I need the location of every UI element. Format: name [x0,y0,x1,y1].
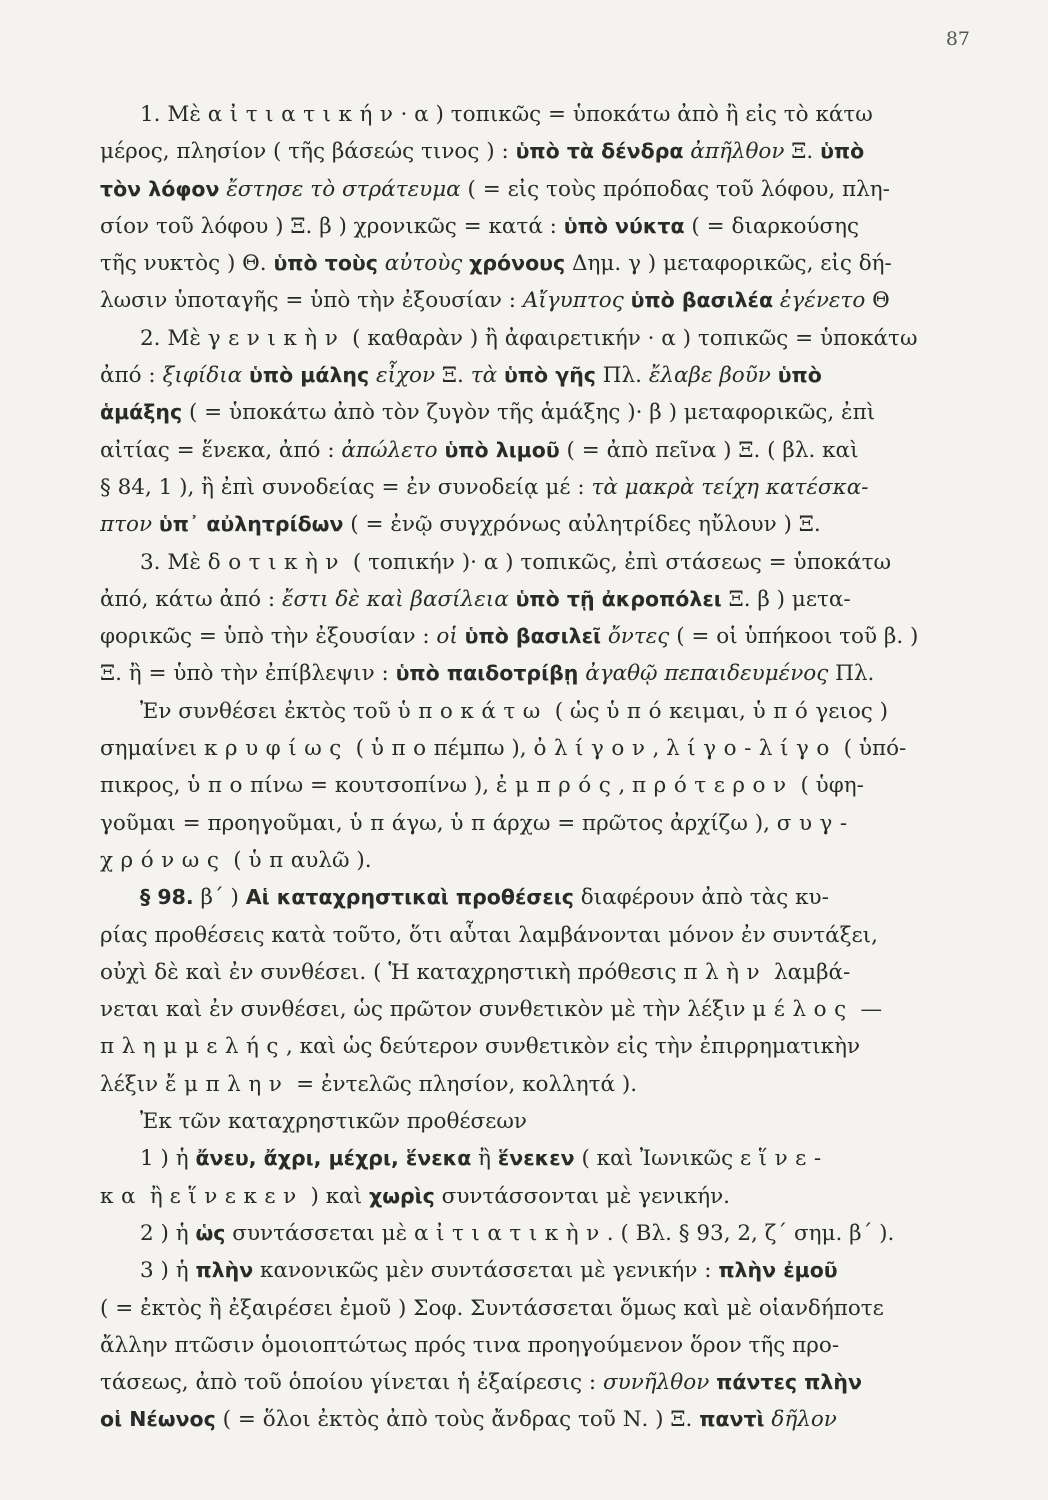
text-line: ἁμάξης ( = ὑποκάτω ἀπὸ τὸν ζυγὸν τῆς ἁμάξης )· β ) μεταφορικῶς, ἐπὶ [100,400,876,426]
text-line: ἀπό, κάτω ἀπό : ἔστι δὲ καὶ βασίλεια ὑπὸ τῇ ἀκροπόλει Ξ. β ) μετα- [100,586,851,612]
text-line: ρίας προθέσεις κατὰ τοῦτο, ὅτι αὗται λαμβάνονται μόνον ἐν συντάξει, [100,922,878,948]
text-line: σίον τοῦ λόφου ) Ξ. β ) χρονικῶς = κατά : ὑπὸ νύκτα ( = διαρκούσης [100,213,860,239]
text-line: κα ἢ εἵνεκεν ) καὶ χωρὶς συντάσσονται μὲ γενικήν. [100,1183,730,1209]
text-line: οἱ Νέωνος ( = ὅλοι ἐκτὸς ἀπὸ τοὺς ἄνδρας τοῦ Ν. ) Ξ. παντὶ δῆλον [100,1407,837,1433]
page-number: 87 [945,28,970,50]
text-line: πλημμελής, καὶ ὡς δεύτερον συνθετικὸν εἰς τὴν ἐπιρρηματικὴν [100,1034,861,1060]
text-line: 3 ) ἡ πλὴν κανονικῶς μὲν συντάσσεται μὲ γενικήν : πλὴν ἐμοῦ [140,1258,838,1284]
text-line: Ξ. ἢ = ὑπὸ τὴν ἐπίβλεψιν : ὑπὸ παιδοτρίβῃ ἀγαθῷ πεπαιδευμένος Πλ. [100,661,875,687]
text-line: 2 ) ἡ ὡς συντάσσεται μὲ αἰτιατικὴν. ( Βλ. § 93, 2, ζ΄ σημ. β΄ ). [140,1220,895,1246]
text-line: λωσιν ὑποταγῆς = ὑπὸ τὴν ἐξουσίαν : Αἴγυπτος ὑπὸ βασιλέα ἐγένετο Θ [100,288,890,314]
text-line: νεται καὶ ἐν συνθέσει, ὡς πρῶτον συνθετικὸν μὲ τὴν λέξιν μέλος — [100,997,882,1023]
text-line: ἀπό : ξιφίδια ὑπὸ μάλης εἶχον Ξ. τὰ ὑπὸ γῆς Πλ. ἔλαβε βοῦν ὑπὸ [100,363,822,389]
text-line: 3. Μὲ δοτικὴν ( τοπικήν )· α ) τοπικῶς, ἐπὶ στάσεως = ὑποκάτω [140,549,892,575]
text-line: ( = ἐκτὸς ἢ ἐξαιρέσει ἐμοῦ ) Σοφ. Συντάσσεται ὅμως καὶ μὲ οἱανδήποτε [100,1295,884,1321]
text-line: τῆς νυκτὸς ) Θ. ὑπὸ τοὺς αὐτοὺς χρόνους Δημ. γ ) μεταφορικῶς, εἰς δή- [100,251,892,277]
text-line: αἰτίας = ἕνεκα, ἀπό : ἀπώλετο ὑπὸ λιμοῦ ( = ἀπὸ πεῖνα ) Ξ. ( βλ. καὶ [100,437,859,463]
text-line: σημαίνει κρυφίως ( ὑποπέμπω ), ὀλίγον, λίγο-λίγο ( ὑπό- [100,736,907,762]
text-line: τὸν λόφον ἔστησε τὸ στράτευμα ( = εἰς τοὺς πρόποδας τοῦ λόφου, πλη- [100,176,890,202]
text-line: 2. Μὲ γενικὴν ( καθαρὰν ) ἢ ἀφαιρετικήν · α ) τοπικῶς = ὑποκάτω [140,325,918,351]
text-line: μέρος, πλησίον ( τῆς βάσεώς τινος ) : ὑπὸ τὰ δένδρα ἀπῆλθον Ξ. ὑπὸ [100,139,865,165]
text-line: οὐχὶ δὲ καὶ ἐν συνθέσει. ( Ἡ καταχρηστικὴ πρόθεσις πλὴν λαμβά- [100,959,851,985]
text-line: γοῦμαι = προηγοῦμαι, ὑπάγω, ὑπάρχω = πρῶτος ἀρχίζω ), συγ- [100,810,855,836]
text-line: Ἐν συνθέσει ἐκτὸς τοῦ ὑποκάτω ( ὡς ὑπόκειμαι, ὑπόγειος ) [140,698,889,724]
text-line: Ἐκ τῶν καταχρηστικῶν προθέσεων [140,1109,527,1135]
text-line: πτον ὑπ᾽ αὐλητρίδων ( = ἐνῷ συγχρόνως αὐλητρίδες ηὔλουν ) Ξ. [100,512,821,538]
text-line: ἄλλην πτῶσιν ὁμοιοπτώτως πρός τινα προηγούμενον ὅρον τῆς προ- [100,1332,840,1358]
text-line: 1. Μὲ αἰτιατικήν· α ) τοπικῶς = ὑποκάτω ἀπὸ ἢ εἰς τὸ κάτω [140,102,873,127]
text-block [100,96,998,1439]
text-line: λέξιν ἔμπλην = ἐντελῶς πλησίον, κολλητά ). [100,1071,638,1097]
text-line: χρόνως ( ὑπαυλῶ ). [100,847,372,873]
text-line: πικρος, ὑποπίνω = κουτσοπίνω ), ἐμπρός, πρότερον ( ὑφη- [100,773,864,799]
text-line: 1 ) ἡ ἄνευ, ἄχρι, μέχρι, ἕνεκα ἢ ἕνεκεν ( καὶ Ἰωνικῶς εἵνε- [140,1146,829,1172]
text-line: § 98. β΄ ) Αἱ καταχρηστικαὶ προθέσεις διαφέρουν ἀπὸ τὰς κυ- [140,885,829,911]
text-line: § 84, 1 ), ἢ ἐπὶ συνοδείας = ἐν συνοδείᾳ μέ : τὰ μακρὰ τείχη κατέσκα- [100,474,869,500]
text-line: τάσεως, ἀπὸ τοῦ ὁποίου γίνεται ἡ ἐξαίρεσις : συνῆλθον πάντες πλὴν [100,1370,862,1396]
text-line: φορικῶς = ὑπὸ τὴν ἐξουσίαν : οἱ ὑπὸ βασιλεῖ ὄντες ( = οἱ ὑπήκοοι τοῦ β. ) [100,624,919,650]
